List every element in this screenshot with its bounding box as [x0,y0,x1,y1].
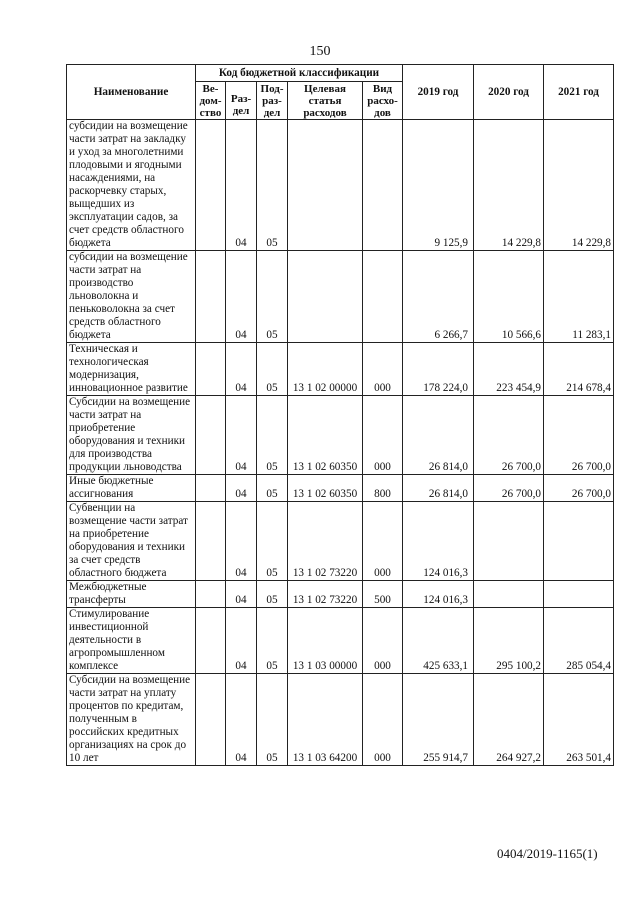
row-vid [363,120,403,251]
table-row [67,120,614,251]
row-podrazdel: 05 [257,475,288,502]
table-row [67,502,614,581]
row-target: 13 1 02 00000 [288,343,363,396]
row-2020: 10 566,6 [474,251,544,343]
row-razdel: 04 [226,674,257,766]
row-target: 13 1 02 73220 [288,581,363,608]
row-target: 13 1 02 60350 [288,475,363,502]
row-name: Межбюджетные трансферты [67,581,196,608]
row-2021: 214 678,4 [544,343,614,396]
row-2021: 26 700,0 [544,396,614,475]
table-body [67,120,614,766]
row-2019: 124 016,3 [403,502,474,581]
row-vedomstvo [196,674,226,766]
header-vedomstvo: Ве- дом- ство [196,82,226,120]
header-target: Целевая статья расходов [288,82,363,120]
row-2020: 26 700,0 [474,396,544,475]
row-razdel: 04 [226,120,257,251]
row-2020: 295 100,2 [474,608,544,674]
row-target: 13 1 02 73220 [288,502,363,581]
row-podrazdel: 05 [257,674,288,766]
row-vedomstvo [196,120,226,251]
row-podrazdel: 05 [257,396,288,475]
row-name: субсидии на возмещение части затрат на закладку и уход за многолетними плодовыми и ягодными насаждениями, на раскорчевку старых, выщедших из эксплуатации садов, за счет средств областного бюджета [67,120,196,251]
row-razdel: 04 [226,251,257,343]
budget-table [66,64,614,766]
row-target: 13 1 03 00000 [288,608,363,674]
table-row [67,674,614,766]
row-vid: 800 [363,475,403,502]
row-2019: 255 914,7 [403,674,474,766]
row-name: Субсидии на возмещение части затрат на приобретение оборудования и техники для производства продукции льноводства [67,396,196,475]
row-name: Техническая и технологическая модернизация, инновационное развитие [67,343,196,396]
row-2021: 11 283,1 [544,251,614,343]
row-2021: 26 700,0 [544,475,614,502]
row-podrazdel: 05 [257,608,288,674]
row-podrazdel: 05 [257,343,288,396]
row-razdel: 04 [226,581,257,608]
row-podrazdel: 05 [257,581,288,608]
table-row [67,581,614,608]
row-2019: 124 016,3 [403,581,474,608]
row-target: 13 1 02 60350 [288,396,363,475]
row-vid: 000 [363,608,403,674]
header-2021: 2021 год [544,65,614,120]
row-vid: 500 [363,581,403,608]
row-2021: 263 501,4 [544,674,614,766]
row-2019: 178 224,0 [403,343,474,396]
header-vid: Вид расхо- дов [363,82,403,120]
row-name: Субвенции на возмещение части затрат на приобретение оборудования и техники за счет средств областного бюджета [67,502,196,581]
table-row [67,396,614,475]
row-2021 [544,581,614,608]
row-2020 [474,502,544,581]
row-vedomstvo [196,502,226,581]
table-row [67,251,614,343]
table-row [67,343,614,396]
row-vedomstvo [196,396,226,475]
page-number: 150 [309,44,331,59]
row-vid: 000 [363,502,403,581]
row-razdel: 04 [226,502,257,581]
row-2020: 26 700,0 [474,475,544,502]
row-name: Субсидии на возмещение части затрат на уплату процентов по кредитам, полученным в российских кредитных организациях на срок до 10 лет [67,674,196,766]
row-vedomstvo [196,251,226,343]
row-podrazdel: 05 [257,502,288,581]
document-code: 0404/2019-1165(1) [497,846,598,861]
row-target [288,251,363,343]
row-target [288,120,363,251]
row-vedomstvo [196,343,226,396]
header-razdel: Раз- дел [226,82,257,120]
row-2019: 9 125,9 [403,120,474,251]
table-row [67,608,614,674]
row-vid [363,251,403,343]
row-2021: 14 229,8 [544,120,614,251]
row-2020: 223 454,9 [474,343,544,396]
row-2020 [474,581,544,608]
row-vedomstvo [196,475,226,502]
row-2019: 26 814,0 [403,475,474,502]
row-name: субсидии на возмещение части затрат на производство льноволокна и пеньковолокна за счет средств областного бюджета [67,251,196,343]
header-name: Наименование [67,65,196,120]
header-podrazdel: Под- раз- дел [257,82,288,120]
header-2020: 2020 год [474,65,544,120]
row-2021 [544,502,614,581]
row-vedomstvo [196,608,226,674]
row-podrazdel: 05 [257,120,288,251]
row-name: Стимулирование инвестиционной деятельности в агропромышленном комплексе [67,608,196,674]
row-razdel: 04 [226,396,257,475]
row-2020: 264 927,2 [474,674,544,766]
row-vid: 000 [363,674,403,766]
header-code-group: Код бюджетной классификации [196,65,403,82]
row-2020: 14 229,8 [474,120,544,251]
row-2019: 6 266,7 [403,251,474,343]
row-name: Иные бюджетные ассигнования [67,475,196,502]
row-2019: 26 814,0 [403,396,474,475]
row-2021: 285 054,4 [544,608,614,674]
row-razdel: 04 [226,608,257,674]
row-vid: 000 [363,343,403,396]
row-2019: 425 633,1 [403,608,474,674]
header-2019: 2019 год [403,65,474,120]
row-razdel: 04 [226,475,257,502]
row-razdel: 04 [226,343,257,396]
row-target: 13 1 03 64200 [288,674,363,766]
table-row [67,475,614,502]
row-vedomstvo [196,581,226,608]
row-podrazdel: 05 [257,251,288,343]
row-vid: 000 [363,396,403,475]
